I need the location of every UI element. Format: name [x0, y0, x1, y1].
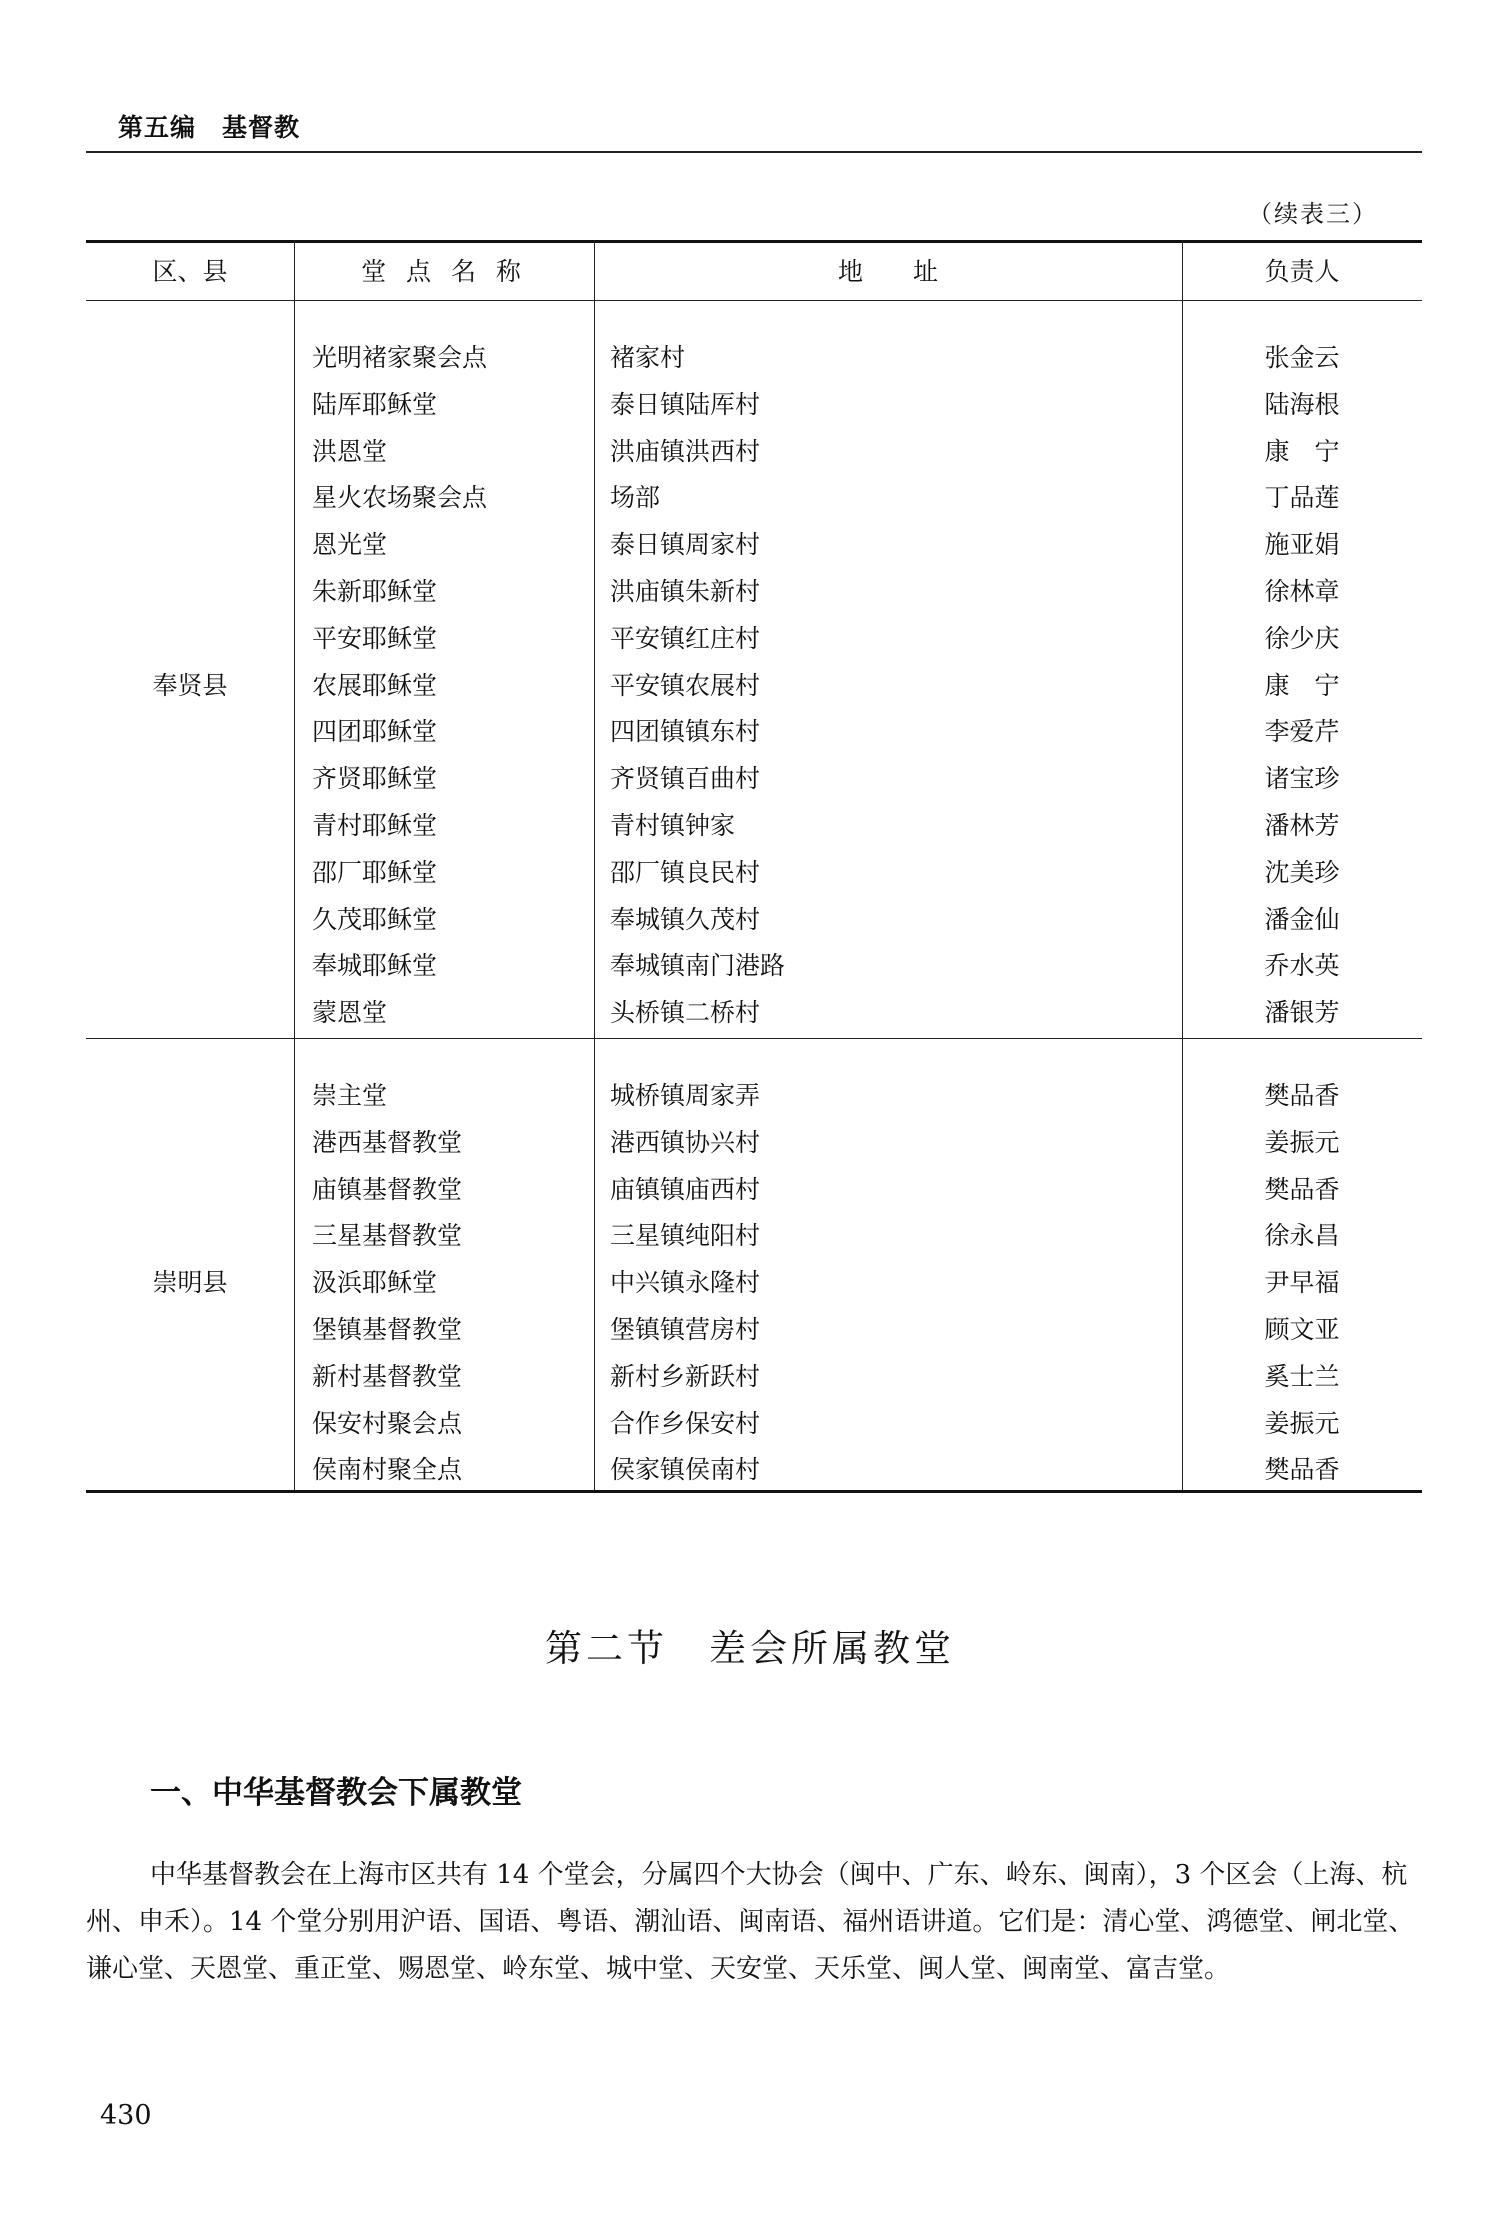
table-cell-name: 光明褚家聚会点	[312, 343, 488, 372]
table-cell-address: 合作乡保安村	[610, 1408, 761, 1438]
table-cell-name: 新村基督教堂	[312, 1361, 463, 1391]
table-cell-address: 新村乡新跃村	[610, 1361, 761, 1391]
table-cell-name: 农展耶稣堂	[312, 670, 438, 700]
table-cell-name: 平安耶稣堂	[312, 623, 438, 653]
body-paragraph: 中华基督教会在上海市区共有 14 个堂会，分属四个大协会（闽中、广东、岭东、闽南），3 个区会（上海、杭州、申禾）。14 个堂分别用沪语、国语、粤语、潮汕语、闽南语、福州语讲道。它们是：清心堂、鸿德堂、闸北堂、谦心堂、天恩堂、重正堂、赐恩堂、岭东堂、城中堂、天安堂、天乐堂、闽人堂、闽南堂、富吉堂。	[86, 1860, 1415, 1984]
table-cell-name: 崇主堂	[312, 1081, 388, 1110]
table-cell-person: 潘银芳	[1264, 998, 1340, 1028]
header-district: 区、县	[152, 257, 228, 286]
table-cell-address: 港西镇协兴村	[610, 1127, 761, 1157]
table-cell-person: 张金云	[1264, 343, 1340, 372]
table-cell-address: 奉城镇南门港路	[610, 951, 786, 981]
group-divider-rule	[86, 1038, 1422, 1039]
col-divider-2	[594, 240, 595, 1490]
subheading: 一、中华基督教会下属教堂	[150, 1775, 522, 1811]
header-person: 负责人	[1264, 257, 1340, 286]
table-cell-address: 场部	[610, 483, 661, 513]
table-cell-address: 邵厂镇良民村	[610, 857, 761, 887]
table-cell-person: 尹早福	[1264, 1268, 1340, 1298]
table-cell-name: 久茂耶稣堂	[312, 904, 438, 934]
running-head	[118, 108, 300, 144]
table-cell-person: 潘林芳	[1264, 811, 1340, 840]
table-bottom-rule	[86, 1490, 1422, 1493]
table-cell-person: 樊品香	[1264, 1081, 1340, 1110]
table-cell-name: 汲浜耶稣堂	[312, 1268, 438, 1298]
continuation-label: （续表三）	[1248, 200, 1378, 228]
table-cell-person: 徐少庆	[1264, 623, 1340, 653]
table-cell-address: 齐贤镇百曲村	[610, 764, 761, 794]
table-cell-address: 四团镇镇东村	[610, 717, 761, 747]
table-cell-name: 齐贤耶稣堂	[312, 764, 438, 794]
table-cell-name: 港西基督教堂	[312, 1127, 463, 1157]
table-cell-person: 诸宝珍	[1264, 764, 1340, 794]
table-cell-address: 褚家村	[610, 343, 686, 372]
table-cell-name: 保安村聚会点	[312, 1408, 463, 1438]
table-cell-name: 洪恩堂	[312, 436, 388, 466]
table-cell-address: 庙镇镇庙西村	[610, 1174, 761, 1204]
header-name: 堂 点 名 称	[361, 257, 527, 286]
table-cell-address: 洪庙镇洪西村	[610, 436, 761, 466]
table-cell-name: 朱新耶稣堂	[312, 577, 438, 606]
table-cell-name: 庙镇基督教堂	[312, 1174, 463, 1204]
table-cell-person: 沈美珍	[1264, 857, 1340, 887]
county-label: 奉贤县	[152, 670, 228, 700]
table-cell-person: 姜振元	[1264, 1127, 1340, 1157]
table-cell-person: 徐林章	[1264, 577, 1340, 606]
table-cell-name: 奉城耶稣堂	[312, 951, 438, 981]
table-cell-person: 潘金仙	[1264, 904, 1340, 934]
table-cell-person: 姜振元	[1264, 1408, 1340, 1438]
table-cell-address: 泰日镇陆厍村	[610, 389, 761, 419]
table-cell-address: 平安镇农展村	[610, 670, 761, 700]
table-cell-person: 施亚娟	[1264, 530, 1340, 560]
running-head-title: 基督教	[222, 113, 301, 142]
table-cell-address: 头桥镇二桥村	[610, 998, 761, 1028]
table-cell-address: 中兴镇永隆村	[610, 1268, 761, 1298]
table-cell-address: 三星镇纯阳村	[610, 1221, 761, 1251]
table-cell-person: 李爱芹	[1264, 717, 1340, 747]
section-title: 第二节 差会所属教堂	[545, 1627, 955, 1670]
table-cell-address: 洪庙镇朱新村	[610, 577, 761, 606]
table-cell-address: 泰日镇周家村	[610, 530, 761, 560]
table-cell-address: 平安镇红庄村	[610, 623, 761, 653]
col-divider-1	[294, 240, 295, 1490]
table-cell-person: 顾文亚	[1264, 1315, 1340, 1344]
table-cell-address: 侯家镇侯南村	[610, 1455, 761, 1485]
header-address: 地 址	[837, 257, 938, 286]
running-head-part: 第五编	[118, 113, 197, 142]
table-cell-person: 康 宁	[1264, 670, 1340, 700]
table-cell-name: 四团耶稣堂	[312, 717, 438, 747]
header-rule	[86, 151, 1422, 153]
table-cell-name: 青村耶稣堂	[312, 811, 438, 840]
table-cell-person: 康 宁	[1264, 436, 1340, 466]
table-cell-name: 三星基督教堂	[312, 1221, 463, 1251]
table-cell-address: 青村镇钟家	[610, 811, 736, 840]
table-cell-name: 堡镇基督教堂	[312, 1315, 463, 1344]
table-cell-person: 樊品香	[1264, 1174, 1340, 1204]
table-cell-name: 侯南村聚全点	[312, 1455, 463, 1485]
table-cell-name: 蒙恩堂	[312, 998, 388, 1028]
table-cell-name: 恩光堂	[312, 530, 388, 560]
table-cell-person: 樊品香	[1264, 1455, 1340, 1485]
table-cell-name: 邵厂耶稣堂	[312, 857, 438, 887]
county-label: 崇明县	[152, 1268, 228, 1298]
table-cell-person: 奚士兰	[1264, 1361, 1340, 1391]
table-top-rule	[86, 240, 1422, 243]
table-cell-person: 乔水英	[1264, 951, 1340, 981]
table-cell-address: 奉城镇久茂村	[610, 904, 761, 934]
table-cell-person: 丁品莲	[1264, 483, 1340, 513]
page-number: 430	[100, 2100, 152, 2131]
table-cell-address: 堡镇镇营房村	[610, 1315, 761, 1344]
table-cell-person: 陆海根	[1264, 389, 1340, 419]
table-cell-name: 陆厍耶稣堂	[312, 389, 438, 419]
table-cell-person: 徐永昌	[1264, 1221, 1340, 1251]
table-cell-name: 星火农场聚会点	[312, 483, 488, 513]
header-bottom-rule	[86, 300, 1422, 301]
table-cell-address: 城桥镇周家弄	[610, 1081, 761, 1110]
